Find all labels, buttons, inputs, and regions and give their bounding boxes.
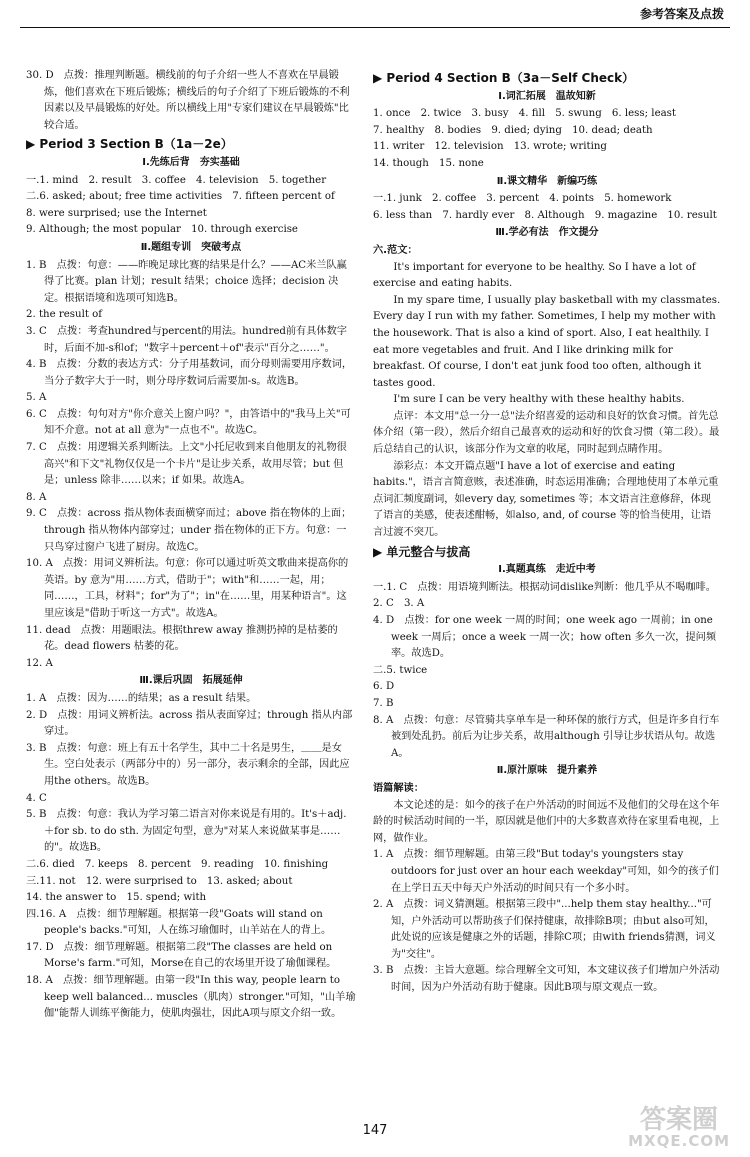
p4-section1-heading: Ⅰ.词汇拓展 温故知新: [498, 90, 596, 102]
reading-intro: 本文论述的是：如今的孩子在户外活动的时间远不及他们的父母在这个年龄的时候活动时间的一半，原因就是他们中的大多数喜欢待在家里看电视，上网，做作业。: [373, 799, 720, 844]
list-item: 7. healthy 8. bodies 9. died; dying 10. dead; death: [373, 124, 653, 136]
list-item: 1. A 点拨：细节理解题。由第三段"But today's youngsters stay outdoors for just over an hour each weekday"可知，如今的孩子们在上学日五天中每天户外活动的时间只有一个多小时。: [373, 849, 719, 894]
unit-section1-heading: Ⅰ.真题真练 走近中考: [498, 564, 596, 576]
essay-paragraph: It's important for everyone to be healthy. So I have a lot of exercise and eating habits.: [373, 261, 696, 290]
page-number: 147: [362, 1123, 388, 1138]
essay-paragraph: I'm sure I can be very healthy with these healthy habits.: [393, 394, 685, 406]
left-column: [26, 68, 356, 1023]
essay-highlight: 添彩点：本文开篇点题"I have a lot of exercise and eating habits."，语言言简意赅，表述准确，时态运用准确；合理地使用了本单元重点词汇频度副词，如every day, sometimes 等；本文语言注意修辞，体现了语言的美感，使表述酣畅，如also, and, of course 等的恰当使用，让语言过渡不突兀。: [373, 460, 719, 539]
list-item: 5. B 点拨：句意：我认为学习第二语言对你来说是有用的。It's＋adj.＋for sb. to do sth. 为固定句型，意为"对某人来说做某事是……的"。故选B。: [26, 809, 347, 854]
list-item: 二.6. died 7. keeps 8. percent 9. reading 10. finishing: [26, 858, 329, 870]
list-item: 14. though 15. none: [373, 157, 484, 169]
q30: 30. D 点拨：推理判断题。横线前的句子介绍一些人不喜欢在早晨锻炼，他们喜欢在下班后锻炼；横线后的句子介绍了下班后锻炼的不利因素以及早晨锻炼的好处。所以横线上用"专家们建议在早晨锻炼"比较合适。: [26, 70, 350, 131]
list-item: 4. D 点拨：for one week 一周的时间；one week ago 一周前；in one week 一周后；once a week 一周一次；how often 多久一次，提问频率。故选D。: [373, 615, 717, 660]
p4-section3-heading: Ⅲ.学必有法 作文提分: [495, 227, 599, 239]
p3-section1-heading: Ⅰ.先练后背 夯实基础: [142, 156, 240, 168]
list-item: 2. D 点拨：用词义辨析法。across 指从表面穿过；through 指从内部穿过。: [26, 709, 353, 738]
list-item: 11. writer 12. television 13. wrote; writing: [373, 141, 607, 153]
list-item: 3. C 点拨：考查hundred与percent的用法。hundred前有具体数字时，后面不加-s和of；"数字＋percent＋of"表示"百分之……"。: [26, 325, 347, 354]
list-item: 12. A: [26, 657, 53, 669]
list-item: 4. C: [26, 792, 47, 804]
list-item: 11. dead 点拨：用题眼法。根据threw away 推测扔掉的是枯萎的花。dead flowers 枯萎的花。: [26, 624, 338, 653]
unit-title: ▶ 单元整合与拔高: [373, 544, 471, 559]
essay-paragraph: In my spare time, I usually play basketball with my classmates. Every day I run with my father. Sometimes, I help my mother with the housework. That is also a kind of sport. Also, I eat healthily. I eat more vegetables and fruit. And I like drinking milk for breakfast. Of course, I don't eat junk food too often, although it tastes good.: [373, 294, 721, 389]
p4-section2-heading: Ⅱ.课文精华 新编巧练: [496, 175, 598, 187]
list-item: 三.11. not 12. were surprised to 13. asked; about: [26, 875, 293, 887]
list-item: 14. the answer to 15. spend; with: [26, 892, 207, 904]
list-item: 9. C 点拨：across 指从物体表面横穿而过；above 指在物体的上面；through 指从物体内部穿过；under 指在物体的正下方。句意：一只鸟穿过窗户飞进了厨房。故选C。: [26, 508, 352, 553]
list-item: 4. B 点拨：分数的表达方式：分子用基数词，而分母则需要用序数词，当分子数字大于一时，则分母序数词后需要加-s。故选B。: [26, 359, 353, 387]
list-item: 1. B 点拨：句意：——昨晚足球比赛的结果是什么？——AC米兰队赢得了比赛。plan 计划；result 结果；choice 选择；decision 决定。根据语境和选项可知选B。: [26, 259, 347, 304]
list-item: 7. B: [373, 697, 394, 709]
p3-section2-heading: Ⅱ.题组专训 突破考点: [140, 241, 242, 253]
list-item: 2. the result of: [26, 309, 103, 321]
list-item: 8. A: [26, 491, 47, 503]
list-item: 8. were surprised; use the Internet: [26, 207, 207, 219]
period3-title: ▶ Period 3 Section B（1a－2e）: [26, 137, 233, 152]
right-column: [373, 68, 721, 997]
list-item: 一.1. mind 2. result 3. coffee 4. television 5. together: [26, 174, 327, 186]
list-item: 一.1. C 点拨：用语境判断法。根据动词dislike判断：他几乎从不喝咖啡。: [373, 581, 716, 593]
unit-section2-heading: Ⅱ.原汁原味 提升素养: [496, 765, 598, 777]
list-item: 2. A 点拨：词义猜测题。根据第三段中"...help them stay healthy..."可知，户外活动可以帮助孩子们保持健康，故排除B项；由but also可知，此处说的应该是健康之外的话题，排除C项；由with friends猜测，词义为"交往"。: [373, 899, 716, 960]
list-item: 18. A 点拨：细节理解题。由第一段"In this way, people learn to keep well balanced... muscles（肌肉）stronger."可知，"山羊瑜伽"能帮人训练平衡能力，使肌肉强壮，因此A项与原文介绍一致。: [26, 975, 356, 1020]
p3-section3-heading: Ⅲ.课后巩固 拓展延伸: [139, 675, 243, 687]
list-item: 1. once 2. twice 3. busy 4. fill 5. swung 6. less; least: [373, 108, 676, 120]
list-item: 9. Although; the most popular 10. through exercise: [26, 224, 298, 236]
watermark-logo: 答案圈 MXQE.COM: [628, 1105, 730, 1150]
list-item: 3. B 点拨：主旨大意题。综合理解全文可知，本文建议孩子们增加户外活动时间，因为户外活动有助于健康。因此B项与原文观点一致。: [373, 965, 720, 994]
list-item: 6. D: [373, 681, 395, 693]
list-item: 10. A 点拨：用词义辨析法。句意：你可以通过听英文歌曲来提高你的英语。by 意为"用……方式，借助于"；with"和……一起，用；同……，工具，材料"；for"为了"；in"在……里，用某种语言"。这里应该是"借助于听这一方式"。故选A。: [26, 558, 349, 619]
list-item: 二.5. twice: [373, 664, 428, 676]
list-item: 3. B 点拨：句意：班上有五十名学生，其中二十名是男生，＿＿是女生。空白处表示（两部分中的）另一部分，表示剩余的全部，因此应用the others。故选B。: [26, 742, 350, 787]
essay-comment: 点评：本文用"总一分一总"法介绍喜爱的运动和良好的饮食习惯。首先总体介绍（第一段），然后介绍自己最喜欢的运动和好的饮食习惯（第二段）。最后总结自己的认识，该部分作为文章的收尾，同时起到点睛作用。: [373, 410, 720, 456]
list-item: 1. A 点拨：因为……的结果；as a result 结果。: [26, 692, 257, 704]
list-item: 6. less than 7. hardly ever 8. Although 9. magazine 10. result: [373, 209, 717, 221]
list-item: 8. A 点拨：句意：尽管骑共享单车是一种环保的旅行方式，但是许多自行车被到处乱扔。前后为让步关系，故用although 引导让步状语从句。故选A。: [373, 714, 720, 759]
list-item: 一.1. junk 2. coffee 3. percent 4. points 5. homework: [373, 193, 672, 205]
period4-title: ▶ Period 4 Section B（3a－Self Check）: [373, 71, 635, 85]
reading-label: 语篇解读：: [373, 782, 424, 794]
list-item: 5. A: [26, 392, 47, 404]
list-item: 6. C 点拨：句句对方"你介意关上窗户吗？"，由答语中的"我马上关"可知不介意。not at all 意为"一点也不"。故选C。: [26, 408, 351, 437]
header-rule: [20, 27, 730, 28]
list-item: 二.6. asked; about; free time activities 7. fifteen percent of: [26, 191, 335, 203]
header-title: 参考答案及点拨: [639, 7, 724, 21]
list-item: 四.16. A 点拨：细节理解题。根据第一段"Goats will stand on people's backs."可知，人在练习瑜伽时，山羊站在人的背上。: [26, 908, 332, 937]
list-item: 17. D 点拨：细节理解题。根据第二段"The classes are held on Morse's farm."可知，Morse在自己的农场里开设了瑜伽课程。: [26, 941, 337, 970]
list-item: 2. C 3. A: [373, 598, 425, 610]
essay-label: 六.范文：: [373, 244, 418, 256]
list-item: 7. C 点拨：用逻辑关系判断法。上文"小托尼收到来自他朋友的礼物很高兴"和下文"礼物仅仅是一个卡片"是让步关系，故用尽管；but 但是；unless 除非……以来；if 如果。故选A。: [26, 442, 347, 487]
